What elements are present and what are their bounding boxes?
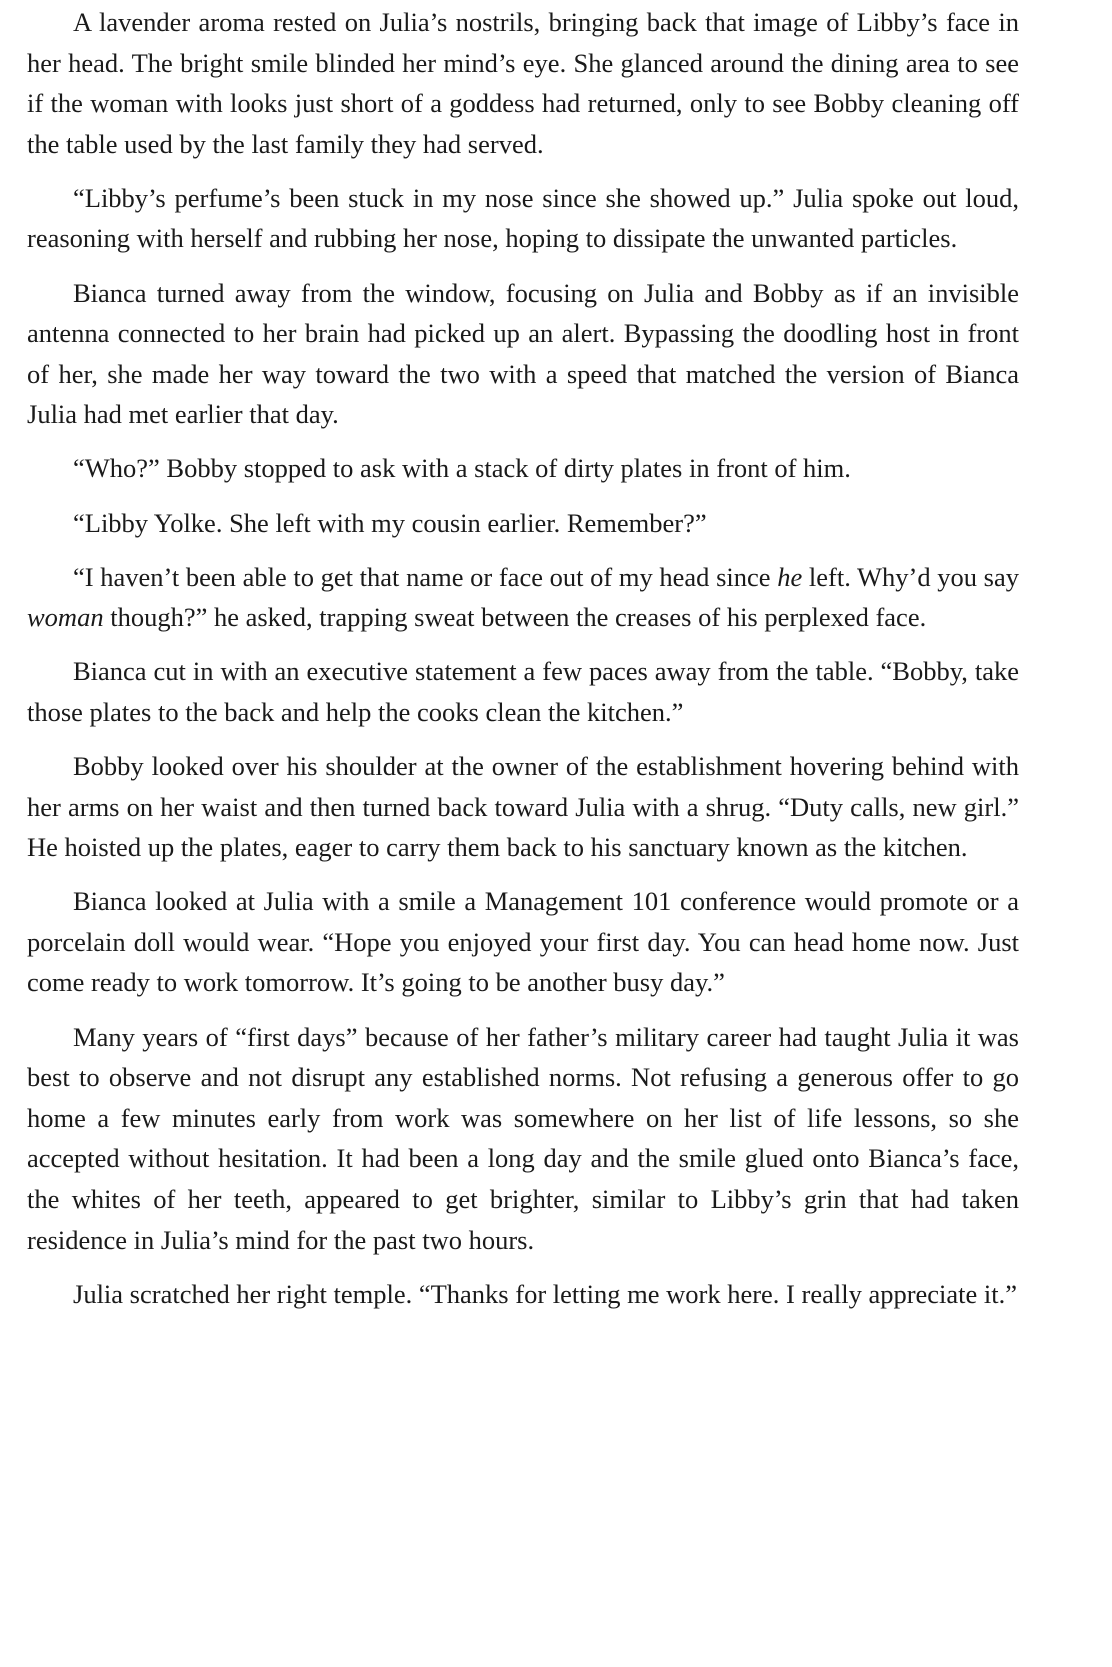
text-segment: “Who?” Bobby stopped to ask with a stack of dirty plates in front of him. [73,453,851,484]
text-segment: “I haven’t been able to get that name or face out of my head since [73,561,778,592]
text-segment: A lavender aroma rested on Julia’s nostrils, bringing back that image of Libby’s face in her head. The bright smile blinded her mind’s eye. She glanced around the dining area to see if the woman with looks just short of a goddess had returned, only to see Bobby cleaning off the table used by the last family they had served. [27,7,1019,159]
text-segment: “Libby’s perfume’s been stuck in my nose since she showed up.” Julia spoke out loud, reasoning with herself and rubbing her nose, hoping to dissipate the unwanted particles. [27,182,1019,254]
text-segment: Bianca looked at Julia with a smile a Management 101 conference would promote or a porcelain doll would wear. “Hope you enjoyed your first day. You can head home now. Just come ready to work tomorrow. It’s going to be another busy day.” [27,886,1019,998]
paragraph [27,651,1019,732]
paragraph [27,2,1019,164]
text-segment: Bianca turned away from the window, focusing on Julia and Bobby as if an invisible antenna connected to her brain had picked up an alert. Bypassing the doodling host in front of her, she made her way toward the two with a speed that matched the version of Bianca Julia had met earlier that day. [27,277,1019,430]
paragraph [27,1274,1019,1315]
text-segment: though?” he asked, trapping sweat between the creases of his perplexed face. [103,602,927,633]
paragraph [27,448,1019,489]
italic-emphasis: he [777,561,803,592]
text-segment: Bianca cut in with an executive statement a few paces away from the table. “Bobby, take those plates to the back and help the cooks clean the kitchen.” [27,656,1019,727]
text-segment: Julia scratched her right temple. “Thanks for letting me work here. I really appreciate it.” [73,1278,1018,1309]
text-segment: Many years of “first days” because of her father’s military career had taught Julia it was best to observe and not disrupt any established norms. Not refusing a generous offer to go home a few minutes early from work was somewhere on her list of life lessons, so she accepted without hesitation. It had been a long day and the smile glued onto Bianca’s face, the whites of her teeth, appeared to get brighter, similar to Libby’s grin that had taken residence in Julia’s mind for the past two hours. [27,1021,1019,1255]
paragraph [27,746,1019,868]
paragraph [27,881,1019,1003]
paragraph [27,1017,1019,1261]
text-segment: Bobby looked over his shoulder at the owner of the establishment hovering behind with her arms on her waist and then turned back toward Julia with a shrug. “Duty calls, new girl.” He hoisted up the plates, eager to carry them back to his sanctuary known as the kitchen. [27,751,1019,863]
text-segment: “Libby Yolke. She left with my cousin earlier. Remember?” [73,507,707,538]
paragraph [27,178,1019,259]
paragraph [27,273,1019,435]
italic-emphasis: woman [27,602,104,633]
paragraph [27,503,1019,544]
paragraph [27,557,1019,638]
text-segment: left. Why’d you say [802,561,1019,592]
